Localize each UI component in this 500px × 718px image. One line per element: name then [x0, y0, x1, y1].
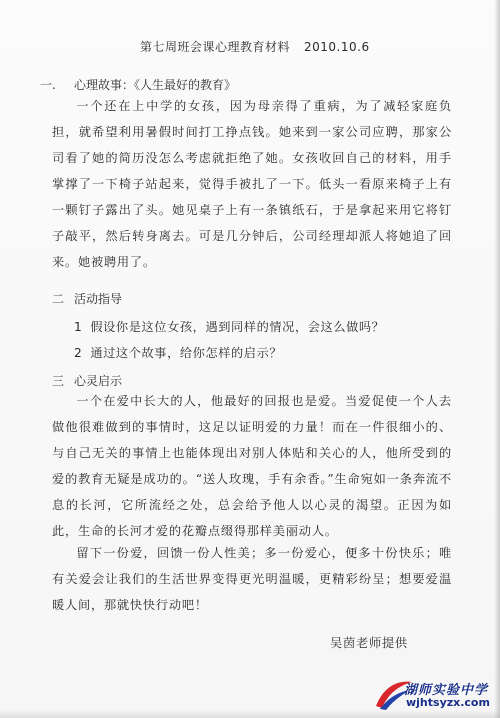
section-1-title: 心理故事：《人生最好的教育》: [74, 78, 237, 92]
document-date: 2010.10.6: [304, 40, 370, 54]
document-title: [140, 38, 370, 55]
section-2-heading: [52, 290, 122, 307]
watermark-name: 湖师实验中学: [404, 683, 489, 698]
question-1-text: 假设你是这位女孩，遇到同样的情况，会这么做吗？: [90, 320, 385, 334]
page-edge-shadow: [494, 0, 500, 718]
site-watermark: [374, 676, 496, 714]
section-3-paragraph-2: 留下一份爱，回馈一份人性美；多一份爱心，便多十份快乐；唯有关爱会让我们的生活世界变得更光明温暖，更精彩纷呈；想要爱温暖人间，那就快快行动吧！: [52, 546, 452, 612]
title-text: 第七周班会课心理教育材料: [140, 40, 291, 54]
question-2-text: 通过这个故事，给你怎样的启示？: [90, 346, 283, 360]
watermark-url: wjhtsyzx.com: [406, 696, 490, 709]
section-1-paragraph: 一个还在上中学的女孩，因为母亲得了重病，为了减轻家庭负担，就希望利用暑假时间打工挣点钱。她来到一家公司应聘，那家公司看了她的简历没怎么考虑就拒绝了她。女孩收回自己的材料，用手掌撑了一下椅子站起来，觉得手被扎了一下。低头一看原来椅子上有一颗钉子露出了头。她见桌子上有一条镇纸石，于是拿起来用它将钉子敲平，然后转身离去。可是几分钟后，公司经理却派人将她追了回来。她被聘用了。: [52, 99, 452, 269]
question-1: [74, 318, 384, 335]
signature: 吴茵老师提供: [330, 636, 408, 650]
section-3-paragraph-1: 一个在爱中长大的人，他最好的回报也是爱。当爱促使一个人去做他很难做到的事情时，这足以证明爱的力量！而在一件很细小的、与自己无关的事情上也能体现出对别人体贴和关心的人，他所受到的爱的教育无疑是成功的。“送人玫瑰，手有余香。”生命宛如一条奔流不息的长河，它所流经之处，总会给予他人以心灵的渴望。正因为如此，生命的长河才爱的花瓣点缀得那样美丽动人。: [52, 394, 452, 538]
section-3-number: 三: [52, 374, 65, 388]
section-2-title: 活动指导: [74, 292, 123, 306]
question-1-number: 1: [74, 320, 83, 334]
section-1-heading: [40, 76, 236, 93]
section-2-number: 二: [52, 292, 65, 306]
section-3-heading: [52, 372, 122, 389]
question-2: [74, 344, 282, 361]
section-3-title: 心灵启示: [74, 374, 123, 388]
question-2-number: 2: [74, 346, 83, 360]
section-1-number: 一.: [40, 78, 56, 92]
